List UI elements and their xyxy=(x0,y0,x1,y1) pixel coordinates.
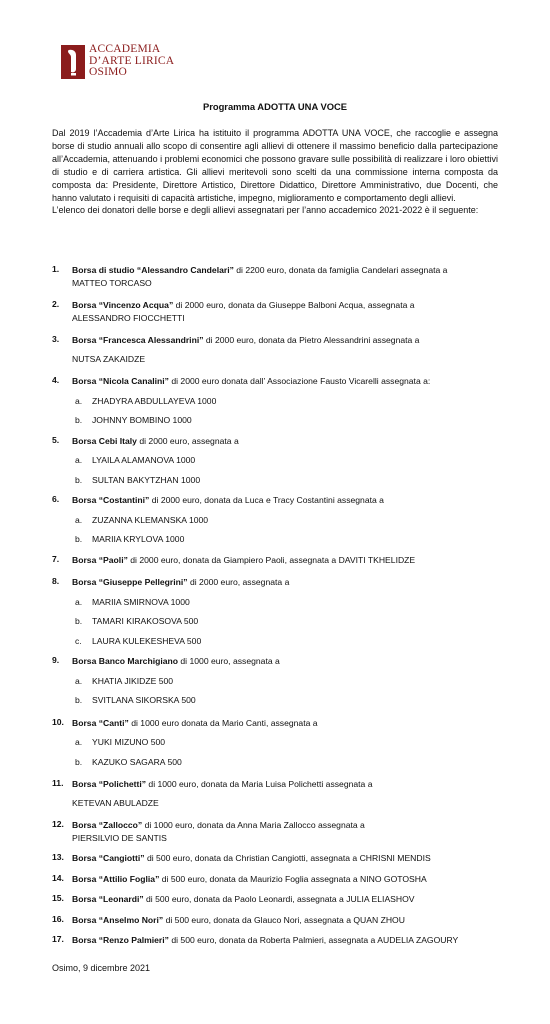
scholarship-item xyxy=(52,778,504,809)
subitem-letter: b. xyxy=(75,415,83,425)
scholarship-item xyxy=(52,576,504,647)
scholarship-name: Borsa “Leonardi” xyxy=(72,894,144,904)
subitem-letter: a. xyxy=(75,514,83,525)
scholarship-details: di 1000 euro, assegnata a xyxy=(178,656,280,666)
item-number: 5. xyxy=(52,434,60,445)
scholarship-list xyxy=(52,264,504,955)
item-number: 10. xyxy=(52,716,64,727)
item-number: 9. xyxy=(52,655,60,665)
recipient-subitem xyxy=(52,533,504,546)
subitem-letter: a. xyxy=(75,455,83,465)
item-text xyxy=(52,494,504,507)
item-text xyxy=(52,717,504,730)
intro-text xyxy=(52,127,498,217)
scholarship-item xyxy=(52,334,504,365)
item-text xyxy=(52,873,504,886)
scholarship-details: di 500 euro, donata da Maurizio Foglia assegnata a NINO GOTOSHA xyxy=(159,873,427,884)
logo-line-1: ACCADEMIA xyxy=(89,43,161,55)
scholarship-item xyxy=(52,375,504,427)
item-number: 17. xyxy=(52,934,64,944)
item-text xyxy=(52,852,504,865)
recipient-name: KETEVAN ABULADZE xyxy=(72,797,159,808)
scholarship-item xyxy=(52,655,504,707)
item-number: 11. xyxy=(52,778,64,788)
subitem-letter: a. xyxy=(75,596,83,607)
item-number: 7. xyxy=(52,553,60,564)
recipient-subitem xyxy=(52,694,504,707)
scholarship-name: Borsa Cebi Italy xyxy=(72,435,137,446)
subitem-letter: c. xyxy=(75,635,82,646)
scholarship-item xyxy=(52,934,504,947)
subitem-letter: a. xyxy=(75,675,83,686)
item-text xyxy=(52,299,504,312)
item-text xyxy=(52,375,504,388)
item-text xyxy=(52,554,504,567)
scholarship-name: Borsa “Costantini” xyxy=(72,495,150,505)
item-number: 2. xyxy=(52,299,60,309)
item-number: 14. xyxy=(52,872,64,883)
scholarship-details: di 500 euro, donata da Glauco Nori, assegnata a QUAN ZHOU xyxy=(163,914,405,925)
recipient-subitem xyxy=(52,756,504,769)
scholarship-item xyxy=(52,299,504,324)
document-title: Programma ADOTTA UNA VOCE xyxy=(202,101,348,112)
subitem-text: ZHADYRA ABDULLAYEVA 1000 xyxy=(92,395,217,406)
item-text xyxy=(52,778,504,791)
item-text xyxy=(52,334,504,347)
item-text xyxy=(52,264,504,277)
scholarship-item xyxy=(52,264,504,289)
scholarship-details: di 500 euro, donata da Christian Cangiotti, assegnata a CHRISNI MENDIS xyxy=(144,853,431,863)
scholarship-details: di 500 euro, donata da Paolo Leonardi, assegnata a JULIA ELIASHOV xyxy=(143,894,415,904)
subitem-text: KAZUKO SAGARA 500 xyxy=(92,756,182,767)
scholarship-details: di 2000 euro, assegnata a xyxy=(187,577,290,587)
intro-paragraph-1: Dal 2019 l’Accademia d’Arte Lirica ha istituito il programma ADOTTA UNA VOCE, che raccoglie e assegna borse di studio annuali allo scopo di consentire agli allievi di ottenere il massimo beneficio dalla partecipazione all’Accademia, attenuando i problemi economici che possono gravare sulle possibilità di realizzare i loro obiettivi di studio e di carriera artistica. Gli allievi meritevoli sono scelti da una commissione interna composta da composta da: Presidente, Direttore Artistico, Direttore Didattico, Direttore Amministrativo, due Docenti, che hanno valutato i requisiti di capacità artistiche, impegno, miglioramento e comportamento degli allievi. xyxy=(52,128,498,203)
scholarship-details: di 2000 euro, donata da Luca e Tracy Costantini assegnata a xyxy=(149,495,384,505)
subitem-text: SVITLANA SIKORSKA 500 xyxy=(92,695,196,705)
item-text xyxy=(52,435,504,448)
recipient-subitem xyxy=(52,514,504,527)
subitem-letter: b. xyxy=(75,756,83,767)
recipient-subitem xyxy=(52,414,504,427)
scholarship-name: Borsa “Cangiotti” xyxy=(72,853,145,863)
recipient-subitem xyxy=(52,474,504,487)
item-text xyxy=(52,914,504,927)
scholarship-details: di 2000 euro, assegnata a xyxy=(136,435,239,446)
subitem-letter: a. xyxy=(75,395,83,406)
item-number: 6. xyxy=(52,494,60,504)
item-text xyxy=(52,893,504,906)
recipient-name: ALESSANDRO FIOCCHETTI xyxy=(72,312,185,323)
scholarship-name: Borsa “Giuseppe Pellegrini” xyxy=(72,577,188,587)
document-date: Osimo, 9 dicembre 2021 xyxy=(52,963,151,973)
scholarship-details: di 1000 euro donata da Mario Canti, assegnata a xyxy=(128,717,318,728)
subitem-text: MARIIA KRYLOVA 1000 xyxy=(92,534,185,544)
scholarship-item xyxy=(52,819,504,844)
recipient-name: MATTEO TORCASO xyxy=(72,277,152,288)
subitem-text: KHATIA JIKIDZE 500 xyxy=(92,675,174,686)
scholarship-name: Borsa “Polichetti” xyxy=(72,779,147,789)
scholarship-details: di 2200 euro, donata da famiglia Candelari assegnata a xyxy=(233,265,448,275)
item-text xyxy=(52,819,504,832)
item-number: 15. xyxy=(52,893,64,903)
scholarship-details: di 500 euro, donata da Roberta Palmieri, assegnata a AUDELIA ZAGOURY xyxy=(168,935,459,945)
subitem-text: TAMARI KIRAKOSOVA 500 xyxy=(92,616,199,626)
scholarship-item xyxy=(52,914,504,927)
recipient-subitem xyxy=(52,615,504,628)
scholarship-name: Borsa “Paoli” xyxy=(72,554,128,565)
logo-wordmark xyxy=(89,44,174,79)
scholarship-details: di 2000 euro donata dall’ Associazione Fausto Vicarelli assegnata a: xyxy=(168,376,431,386)
recipient-subitem xyxy=(52,736,504,749)
scholarship-item xyxy=(52,494,504,546)
item-text xyxy=(52,655,504,668)
subitem-letter: b. xyxy=(75,534,83,544)
item-number: 8. xyxy=(52,576,60,586)
scholarship-item xyxy=(52,852,504,865)
scholarship-details: di 1000 euro, donata da Maria Luisa Polichetti assegnata a xyxy=(146,779,373,789)
logo-line-3: OSIMO xyxy=(89,66,128,79)
item-number: 4. xyxy=(52,375,60,385)
scholarship-details: di 2000 euro, donata da Giampiero Paoli, assegnata a DAVITI TKHELIDZE xyxy=(127,554,416,565)
item-number: 12. xyxy=(52,819,64,829)
intro-paragraph-2: L’elenco dei donatori delle borse e degli allievi assegnatari per l’anno accademico 2021-2022 è il seguente: xyxy=(52,205,479,216)
scholarship-name: Borsa di studio “Alessandro Candelari” xyxy=(72,265,234,275)
subitem-letter: b. xyxy=(75,616,83,626)
subitem-text: LAURA KULEKESHEVA 500 xyxy=(92,635,202,646)
recipient-name: PIERSILVIO DE SANTIS xyxy=(72,832,167,843)
scholarship-item xyxy=(52,717,504,769)
scholarship-name: Borsa “Attilio Foglia” xyxy=(72,873,160,884)
subitem-letter: b. xyxy=(75,474,83,485)
subitem-text: JOHNNY BOMBINO 1000 xyxy=(92,415,192,425)
scholarship-name: Borsa “Vincenzo Acqua” xyxy=(72,300,174,310)
scholarship-name: Borsa “Canti” xyxy=(72,717,129,728)
subitem-text: ZUZANNA KLEMANSKA 1000 xyxy=(92,514,209,525)
subitem-text: SULTAN BAKYTZHAN 1000 xyxy=(92,474,201,485)
scholarship-name: Borsa “Nicola Canalini” xyxy=(72,376,169,386)
item-text xyxy=(52,576,504,589)
scholarship-item xyxy=(52,554,504,567)
logo-mark-icon xyxy=(61,45,85,79)
scholarship-name: Borsa “Anselmo Nori” xyxy=(72,914,164,925)
scholarship-details: di 1000 euro, donata da Anna Maria Zallocco assegnata a xyxy=(142,820,365,830)
scholarship-name: Borsa “Renzo Palmieri” xyxy=(72,935,169,945)
scholarship-item xyxy=(52,893,504,906)
scholarship-name: Borsa “Zallocco” xyxy=(72,820,143,830)
scholarship-name: Borsa Banco Marchigiano xyxy=(72,656,179,666)
item-number: 3. xyxy=(52,334,60,344)
subitem-letter: b. xyxy=(75,695,83,705)
subitem-text: YUKI MIZUNO 500 xyxy=(92,737,166,747)
scholarship-item xyxy=(52,873,504,886)
recipient-subitem xyxy=(52,635,504,648)
item-number: 16. xyxy=(52,913,64,924)
subitem-text: MARIIA SMIRNOVA 1000 xyxy=(92,596,190,607)
recipient-subitem xyxy=(52,675,504,688)
recipient-subitem xyxy=(52,596,504,609)
item-number: 1. xyxy=(52,264,60,274)
item-text xyxy=(52,934,504,947)
subitem-text: LYAILA ALAMANOVA 1000 xyxy=(92,455,196,465)
accademia-logo xyxy=(61,44,174,80)
subitem-letter: a. xyxy=(75,737,83,747)
recipient-subitem xyxy=(52,395,504,408)
scholarship-details: di 2000 euro, donata da Pietro Alessandrini assegnata a xyxy=(203,335,420,345)
scholarship-name: Borsa “Francesca Alessandrini” xyxy=(72,335,204,345)
item-number: 13. xyxy=(52,852,64,862)
logo-line-2: D’ARTE LIRICA xyxy=(89,54,175,67)
scholarship-item xyxy=(52,435,504,487)
recipient-name: NUTSA ZAKAIDZE xyxy=(72,353,146,364)
scholarship-details: di 2000 euro, donata da Giuseppe Balboni Acqua, assegnata a xyxy=(173,300,415,310)
recipient-subitem xyxy=(52,454,504,467)
